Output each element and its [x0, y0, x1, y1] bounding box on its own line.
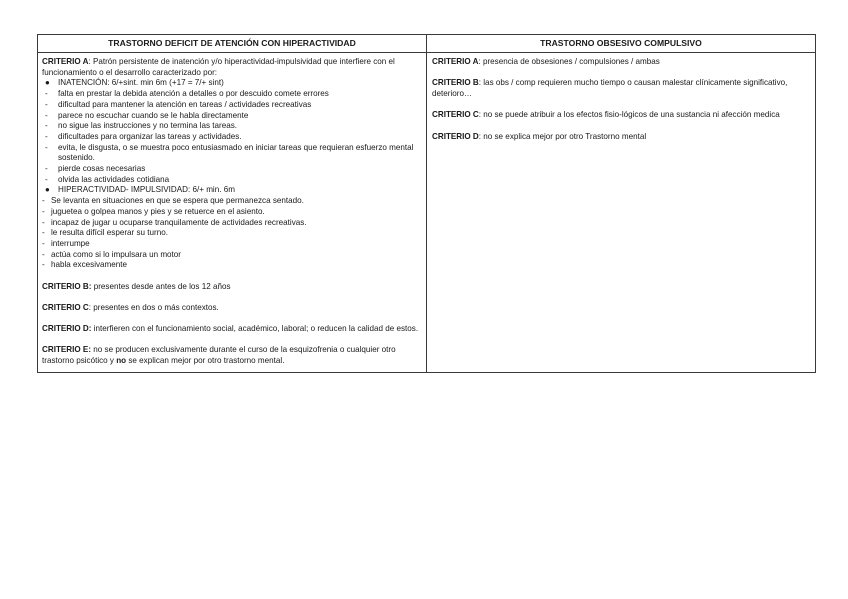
toc-header: TRASTORNO OBSESIVO COMPULSIVO	[427, 35, 816, 53]
criterion-text: : no se explica mejor por otro Trastorno mental	[478, 131, 647, 141]
list-heading-text: HIPERACTIVIDAD- IMPULSIVIDAD: 6/+ min. 6m	[58, 185, 235, 195]
list-item	[42, 250, 422, 261]
dash-marker: -	[45, 99, 48, 109]
dash-marker: -	[42, 217, 45, 227]
criterion-label: CRITERIO C	[42, 302, 89, 312]
list-item	[42, 89, 422, 100]
list-item	[42, 111, 422, 122]
header-row	[38, 35, 816, 53]
list-item-text: actúa como si lo impulsara un motor	[51, 249, 182, 259]
dash-marker: -	[42, 206, 45, 216]
dash-marker: -	[45, 131, 48, 141]
list-item-text: habla excesivamente	[51, 260, 128, 270]
criterion-text: : no se puede atribuir a los efectos fisio-lógicos de una sustancia ni afección medica	[478, 110, 780, 120]
criterion-label: CRITERIO E:	[42, 345, 92, 355]
tdah-criterion-a	[42, 57, 422, 78]
dash-marker: -	[45, 164, 48, 174]
dash-marker: -	[45, 142, 48, 152]
criterion-label: CRITERIO B	[432, 78, 479, 88]
dash-marker: -	[45, 121, 48, 131]
tdah-criterion-e	[42, 345, 422, 366]
criterion-text: interfieren con el funcionamiento social, académico, laboral; o reducen la calidad de estos.	[91, 323, 419, 333]
criterion-text: : las obs / comp requieren mucho tiempo o causan malestar clínicamente significativo, deterioro…	[432, 78, 788, 98]
list-item-text: dificultad para mantener la atención en tareas / actividades recreativas	[58, 99, 312, 109]
criterion-label: CRITERIO A	[42, 57, 89, 66]
dash-marker: -	[42, 238, 45, 248]
list-item	[42, 164, 422, 175]
content-row	[38, 53, 816, 373]
list-item	[42, 132, 422, 143]
dash-marker: -	[42, 249, 45, 259]
bullet-marker: ●	[45, 78, 50, 88]
list-item	[42, 121, 422, 132]
inatencion-list	[42, 89, 422, 185]
tdah-criterion-d	[42, 324, 422, 335]
tdah-criterion-b	[42, 282, 422, 293]
criterion-label: CRITERIO D	[432, 131, 479, 141]
dash-marker: -	[45, 174, 48, 184]
list-item	[42, 218, 422, 229]
tdah-header: TRASTORNO DEFICIT DE ATENCIÓN CON HIPERACTIVIDAD	[38, 35, 427, 53]
criterion-text-end: se explican mejor por otro trastorno mental.	[126, 355, 285, 365]
emphasis-no: no	[116, 355, 127, 365]
list-item-text: dificultades para organizar las tareas y actividades.	[58, 131, 242, 141]
toc-criterion-b	[432, 78, 811, 99]
list-item	[42, 143, 422, 164]
criterion-text: : presencia de obsesiones / compulsiones / ambas	[478, 57, 660, 66]
hiper-heading	[42, 185, 422, 196]
list-item	[42, 175, 422, 186]
criteria-table	[37, 34, 816, 373]
list-item-text: no sigue las instrucciones y no termina las tareas.	[58, 121, 238, 131]
toc-criterion-d	[432, 132, 811, 143]
criterion-label: CRITERIO C	[432, 110, 479, 120]
dash-marker: -	[42, 228, 45, 238]
toc-cell	[427, 53, 816, 373]
list-item-text: parece no escuchar cuando se le habla directamente	[58, 110, 249, 120]
criterion-text: : presentes en dos o más contextos.	[88, 302, 219, 312]
hiper-list	[42, 196, 422, 271]
list-item-text: evita, le disgusta, o se muestra poco entusiasmado en iniciar tareas que requieran esfuerzo mental sostenido.	[58, 142, 414, 163]
list-item	[42, 260, 422, 271]
list-item-text: pierde cosas necesarias	[58, 164, 146, 174]
list-item	[42, 228, 422, 239]
dash-marker: -	[42, 196, 45, 206]
toc-criterion-a	[432, 57, 811, 68]
dash-marker: -	[45, 110, 48, 120]
tdah-criterion-c	[42, 303, 422, 314]
list-item-text: interrumpe	[51, 238, 90, 248]
criterion-text: presentes desde antes de los 12 años	[91, 281, 231, 291]
list-item	[42, 239, 422, 250]
bullet-marker: ●	[45, 185, 50, 195]
toc-criterion-c	[432, 110, 811, 121]
criterion-text: no se producen exclusivamente durante el curso de la esquizofrenia o cualquier otro trastorno psicótico y	[42, 345, 396, 365]
list-item-text: le resulta difícil esperar su turno.	[51, 228, 168, 238]
list-item-text: juguetea o golpea manos y pies y se retuerce en el asiento.	[51, 206, 265, 216]
tdah-cell	[38, 53, 427, 373]
inatencion-heading	[42, 78, 422, 89]
list-item-text: incapaz de jugar u ocuparse tranquilamente de actividades recreativas.	[51, 217, 307, 227]
list-item	[42, 100, 422, 111]
dash-marker: -	[42, 260, 45, 270]
list-item-text: Se levanta en situaciones en que se espera que permanezca sentado.	[51, 196, 304, 206]
criterion-label: CRITERIO D:	[42, 323, 92, 333]
criterion-label: CRITERIO A	[432, 57, 479, 66]
list-item	[42, 207, 422, 218]
list-item-text: falta en prestar la debida atención a detalles o por descuido comete errores	[58, 89, 329, 99]
list-heading-text: INATENCIÓN: 6/+sint. min 6m (+17 = 7/+ sint)	[58, 78, 224, 88]
criterion-text: : Patrón persistente de inatención y/o hiperactividad-impulsividad que interfiere con el funcionamiento o el desarrollo caracterizado por:	[42, 57, 395, 77]
list-item-text: olvida las actividades cotidiana	[58, 174, 170, 184]
list-item	[42, 196, 422, 207]
criterion-label: CRITERIO B:	[42, 281, 92, 291]
dash-marker: -	[45, 89, 48, 99]
